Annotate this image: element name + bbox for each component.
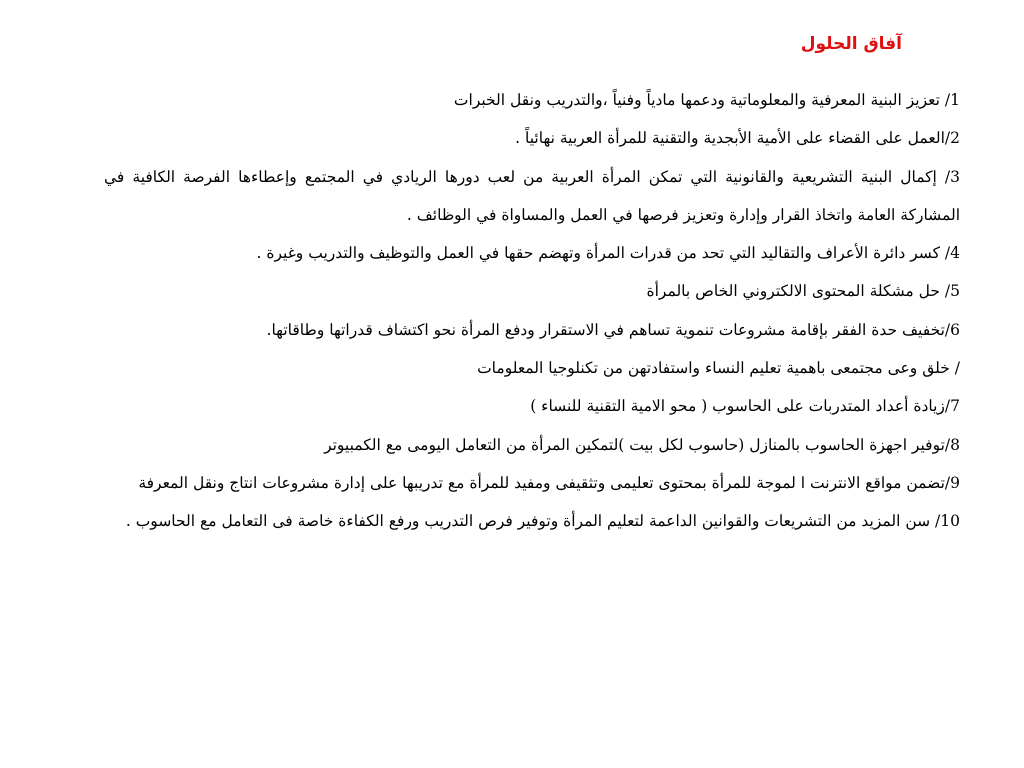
list-item: 4/ كسر دائرة الأعراف والتقاليد التي تحد من قدرات المرأة وتهضم حقها في العمل والتوظيف والتدريب وغيرة . xyxy=(256,244,960,263)
list-item: 8/توفير اجهزة الحاسوب بالمنازل (حاسوب لكل بيت )لتمكين المرأة من التعامل اليومى مع الكمبيوتر xyxy=(324,435,960,454)
list-item: 7/زيادة أعداد المتدربات على الحاسوب ( محو الامية التقنية للنساء ) xyxy=(530,397,960,416)
list-item: 1/ تعزيز البنية المعرفية والمعلوماتية ودعمها مادياً وفنياً ،والتدريب ونقل الخبرات xyxy=(453,91,960,109)
list-item: 5/ حل مشكلة المحتوى الالكتروني الخاص بالمرأة xyxy=(646,282,960,301)
list-item: / خلق وعى مجتمعى باهمية تعليم النساء واستفادتهن من تكنلوجيا المعلومات xyxy=(477,359,960,378)
list-item: 9/تضمن مواقع الانترنت ا لموجة للمرأة بمحتوى تعليمى وتثقيفى ومفيد للمرأة مع تدريبها على إدارة مشروعات انتاج ونقل المعرفة xyxy=(138,473,960,492)
solutions-list xyxy=(104,81,960,541)
list-item: 3/ إكمال البنية التشريعية والقانونية التي تمكن المرأة العربية من لعب دورها الريادي في المجتمع وإعطاءها الفرصة الكافية في المشاركة العامة واتخاذ القرار وإدارة وتعزيز فرصها في العمل والمساواة في الوظائف . xyxy=(104,167,960,224)
list-item: 2/العمل على القضاء على الأمية الأبجدية والتقنية للمرأة العربية نهائياً . xyxy=(515,129,960,148)
slide-title: آفاق الحلول xyxy=(800,34,902,54)
list-item: 10/ سن المزيد من التشريعات والقوانين الداعمة لتعليم المرأة وتوفير فرص التدريب ورفع الكفاءة خاصة فى التعامل مع الحاسوب . xyxy=(125,512,960,531)
list-item: 6/تخفيف حدة الفقر بإقامة مشروعات تنموية تساهم في الاستقرار ودفع المرأة نحو اكتشاف قدراتها وطاقاتها. xyxy=(266,320,960,339)
